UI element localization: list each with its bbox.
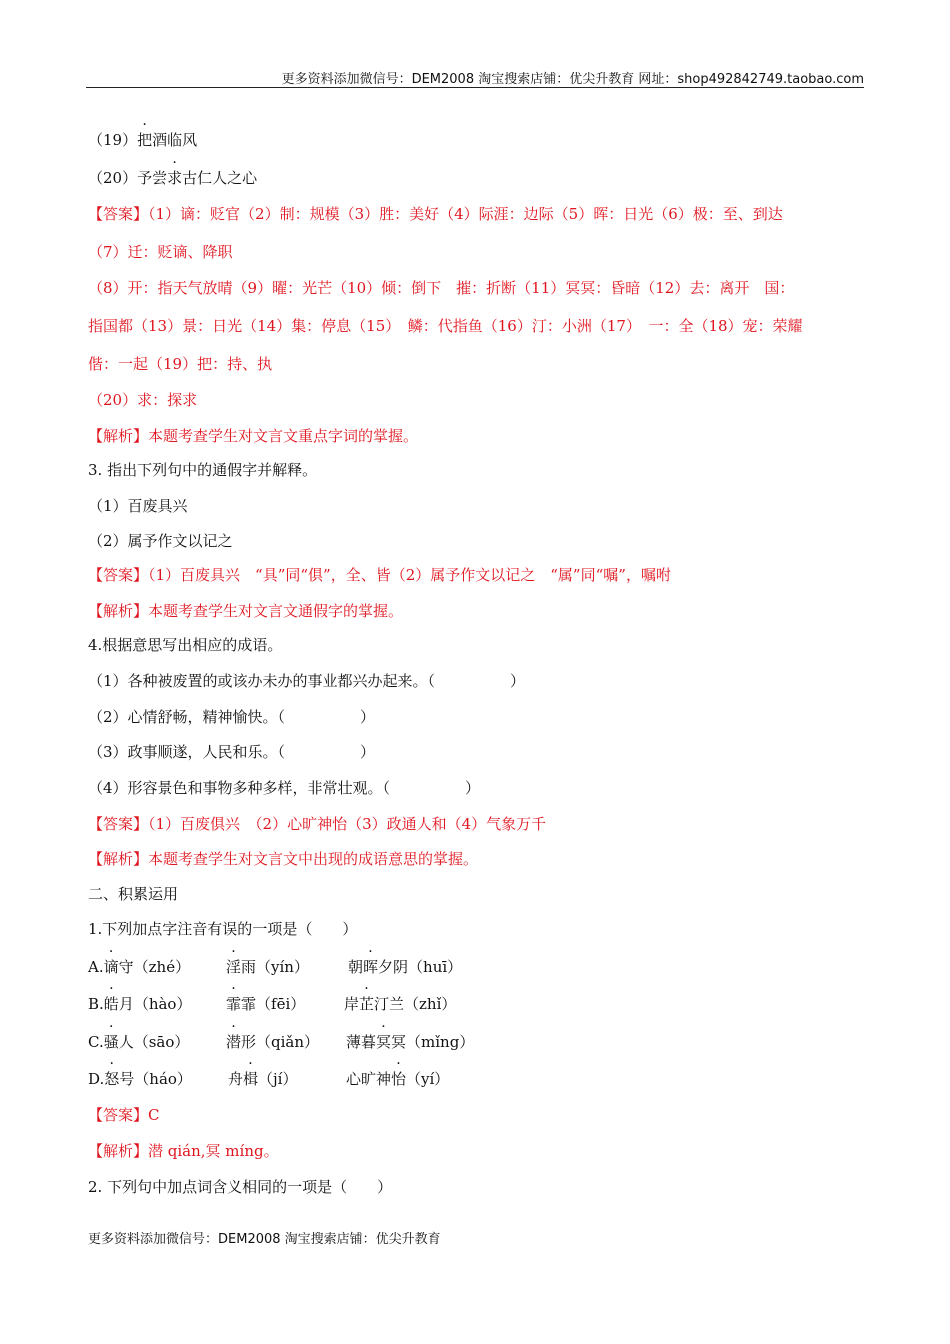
dotted-char: 楫 <box>243 1070 259 1088</box>
answer-line: 【答案】C <box>88 1106 160 1124</box>
dotted-char: 怒 <box>104 1070 120 1088</box>
answer-line: （20）求：探求 <box>88 391 198 409</box>
dotted-char: 把 <box>137 131 153 149</box>
answer-line: （8）开：指天气放晴（9）曜：光芒（10）倾：倒下 摧：折断（11）冥冥：昏暗（12）去：离开 国： <box>88 279 795 297</box>
option-a-part-1: A.谪守（zhé） <box>88 958 191 976</box>
option-b-part-3: 岸芷汀兰（zhǐ） <box>344 995 457 1013</box>
dotted-char: 求 <box>167 169 183 187</box>
header-divider <box>86 87 864 88</box>
question-item: （2）属予作文以记之 <box>88 532 233 550</box>
option-c-part-2: 潜形（qiǎn） <box>226 1033 320 1051</box>
option-d-part-3: 心旷神怡（yí） <box>346 1070 450 1088</box>
question-item: （1）百废具兴 <box>88 497 188 515</box>
page-header: 更多资料添加微信号：DEM2008 淘宝搜索店铺：优尖升教育 网址：shop492842749.taobao.com <box>281 72 864 87</box>
option-d-part-1: D.怒号（háo） <box>88 1070 192 1088</box>
question-title: 1.下列加点字注音有误的一项是（ ） <box>88 920 358 938</box>
dotted-char: 晖 <box>363 958 379 976</box>
analysis-line: 【解析】本题考查学生对文言文重点字词的掌握。 <box>88 427 419 445</box>
dotted-char: 冥 <box>376 1033 392 1051</box>
question-item: （2）心情舒畅，精神愉快。（ ） <box>88 708 376 726</box>
answer-line: 【答案】（1）百废俱兴 （2）心旷神怡（3）政通人和（4）气象万千 <box>88 815 547 833</box>
question-title: 4.根据意思写出相应的成语。 <box>88 636 283 654</box>
dotted-char: 骚 <box>103 1033 119 1051</box>
option-a-part-2: 淫雨（yín） <box>226 958 309 976</box>
section-title: 二、积累运用 <box>88 885 179 903</box>
item-20: （20）予尝求古仁人之心 <box>88 169 258 187</box>
dotted-char: 霏 <box>226 995 242 1013</box>
option-b-part-1: B.皓月（hào） <box>88 995 192 1013</box>
answer-line: 指国都（13）景：日光（14）集：停息（15） 鳞：代指鱼（16）汀：小洲（17） 一：全（18）宠：荣耀 <box>88 317 803 335</box>
option-c-part-3: 薄暮冥冥（mǐng） <box>346 1033 475 1051</box>
analysis-line: 【解析】本题考查学生对文言文通假字的掌握。 <box>88 602 404 620</box>
dotted-char: 皓 <box>103 995 119 1013</box>
option-c-part-1: C.骚人（sāo） <box>88 1033 190 1051</box>
answer-line: 【答案】（1）百废具兴 “具”同“俱”，全、皆（2）属予作文以记之 “属”同“嘱”，嘱咐 <box>88 566 671 584</box>
dotted-char: 怡 <box>391 1070 407 1088</box>
option-b-part-2: 霏霏（fēi） <box>226 995 306 1013</box>
item-19: （19）把酒临风 <box>88 131 198 149</box>
question-title: 2. 下列句中加点词含义相同的一项是（ ） <box>88 1178 393 1196</box>
dotted-char: 谪 <box>103 958 119 976</box>
question-item: （1）各种被废置的或该办未办的事业都兴办起来。（ ） <box>88 672 526 690</box>
answer-line: 偕：一起（19）把：持、执 <box>88 355 273 373</box>
option-d-part-2: 舟楫（jí） <box>228 1070 298 1088</box>
dotted-char: 淫 <box>226 958 242 976</box>
answer-line: （7）迁：贬谪、降职 <box>88 243 233 261</box>
question-item: （3）政事顺遂，人民和乐。（ ） <box>88 743 376 761</box>
analysis-line: 【解析】本题考查学生对文言文中出现的成语意思的掌握。 <box>88 850 479 868</box>
answer-line: 【答案】（1）谪：贬官（2）制：规模（3）胜：美好（4）际涯：边际（5）晖：日光（6）极：至、到达 <box>88 205 783 223</box>
page-footer: 更多资料添加微信号：DEM2008 淘宝搜索店铺：优尖升教育 <box>88 1232 441 1247</box>
option-a-part-3: 朝晖夕阴（huī） <box>348 958 463 976</box>
dotted-char: 芷 <box>359 995 375 1013</box>
dotted-char: 潜 <box>226 1033 242 1051</box>
question-title: 3. 指出下列句中的通假字并解释。 <box>88 461 318 479</box>
question-item: （4）形容景色和事物多种多样，非常壮观。（ ） <box>88 779 481 797</box>
analysis-line: 【解析】潜 qián,冥 míng。 <box>88 1142 279 1160</box>
